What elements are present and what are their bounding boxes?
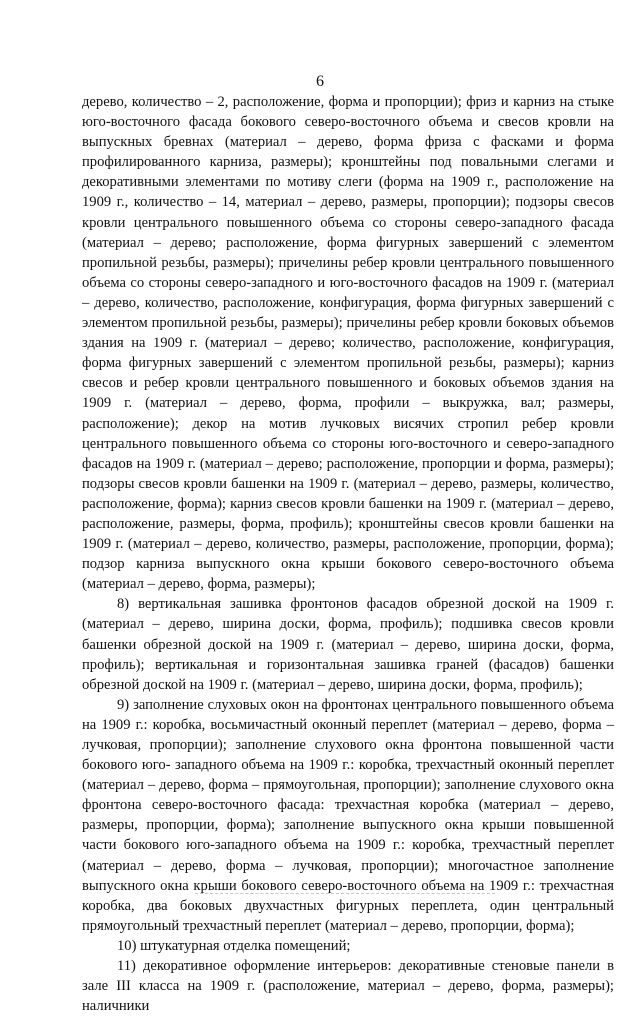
paragraph-item-11: 11) декоративное оформление интерьеров: декоративные стеновые панели в зале III класса на 1909 г. (расположение, материал – дерево, форма, размеры); наличники [82,958,614,1015]
document-body [82,92,614,1016]
paragraph-item-10: 10) штукатурная отделка помещений; [117,937,351,954]
paragraph-item-8: 8) вертикальная зашивка фронтонов фасадов обрезной доской на 1909 г. (материал – дерево, ширина доски, форма, профиль); подшивка свесов кровли башенки обрезной доской на 1909 г. (материал – дерево, ширина доски, форма, профиль); вертикальная и горизонтальная зашивка граней (фасадов) башенки обрезной доской на 1909 г. (материал – дерево, ширина доски, форма, профиль); [82,596,614,693]
page-bottom-divider [195,893,495,894]
paragraph-continued: дерево, количество – 2, расположение, форма и пропорции); фриз и карниз на стыке юго-восточного фасада бокового северо-восточного объема и свесов кровли на выпускных бревнах (материал – дерево, форма фриза с фасками и форма профилированного карниза, размеры); кронштейны под повальными слегами и декоративными элементами по мотиву слеги (форма на 1909 г., расположение на 1909 г., количество – 14, материал – дерево, размеры, пропорции); подзоры свесов кровли центрального повышенного объема со стороны северо-западного фасада (материал – дерево; расположение, форма фигурных завершений с элементом пропильной резьбы, размеры); причелины ребер кровли центрального повышенного объема со стороны северо-западного и юго-восточного фасадов на 1909 г. (материал – дерево, количество, расположение, конфигурация, форма фигурных завершений с элементом пропильной резьбы, размеры); причелины ребер кровли боковых объемов здания на 1909 г. (материал – дерево; количество, расположение, конфигурация, форма фигурных завершений с элементом пропильной резьбы, размеры); карниз свесов и ребер кровли центрального повышенного и боковых объемов здания на 1909 г. (материал – дерево, форма, профили – выкружка, вал; размеры, расположение); декор на мотив лучковых висячих стропил ребер кровли центрального повышенного объема со стороны юго-восточного и северо-западного фасадов на 1909 г. (материал – дерево; расположение, пропорции и форма, размеры); подзоры свесов кровли башенки на 1909 г. (материал – дерево, размеры, количество, расположение, форма); карниз свесов кровли башенки на 1909 г. (материал – дерево, расположение, размеры, форма, профиль); кронштейны свесов кровли башенки на 1909 г. (материал – дерево, количество, размеры, расположение, пропорции, форма); подзор карниза выпускного окна крыши бокового северо-восточного объема (материал – дерево, форма, размеры); [82,94,614,593]
paragraph-item-9: 9) заполнение слуховых окон на фронтонах центрального повышенного объема на 1909 г.: коробка, восьмичастный оконный переплет (материал – дерево, форма – лучковая, пропорции); заполнение слухового окна фронтона повышенной части бокового юго- западного объема на 1909 г.: коробка, трехчастный оконный переплет (материал – дерево, форма – прямоугольная, пропорции); заполнение слухового окна фронтона северо-восточного фасада: трехчастная коробка (материал – дерево, размеры, пропорции, форма); заполнение выпускного окна крыши повышенной части бокового юго-западного объема на 1909 г.: коробка, трехчастный переплет (материал – дерево, форма – лучковая, пропорции); многочастное заполнение выпускного окна крыши бокового северо-восточного объема на 1909 г.: трехчастная коробка, два боковых двухчастных фигурных переплета, один центральный прямоугольный трехчастный переплет (материал – дерево, пропорции, форма); [82,696,614,934]
page-number: 6 [316,73,324,90]
